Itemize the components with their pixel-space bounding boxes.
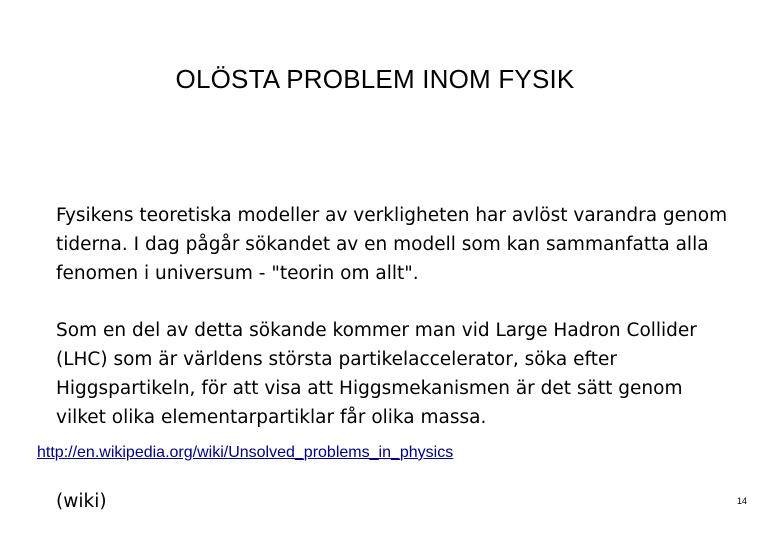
slide-title: OLÖSTA PROBLEM INOM FYSIK	[175, 64, 575, 94]
slide-number: 14	[736, 496, 747, 506]
source-note: (wiki)	[56, 491, 107, 512]
lhc-paragraph: Som en del av detta sökande kommer man vid Large Hadron Collider (LHC) som är världens största partikelaccelerator, söka efter Higgspartikeln, för att visa att Higgsmekanismen är det sätt genom vilket olika elementarpartiklar får olika massa.	[56, 320, 697, 428]
intro-paragraph: Fysikens teoretiska modeller av verkligheten har avlöst varandra genom tiderna. I dag pågår sökandet av en modell som kan sammanfatta alla fenomen i universum - "teorin om allt".	[56, 205, 728, 284]
wikipedia-link[interactable]: http://en.wikipedia.org/wiki/Unsolved_problems_in_physics	[37, 444, 454, 461]
